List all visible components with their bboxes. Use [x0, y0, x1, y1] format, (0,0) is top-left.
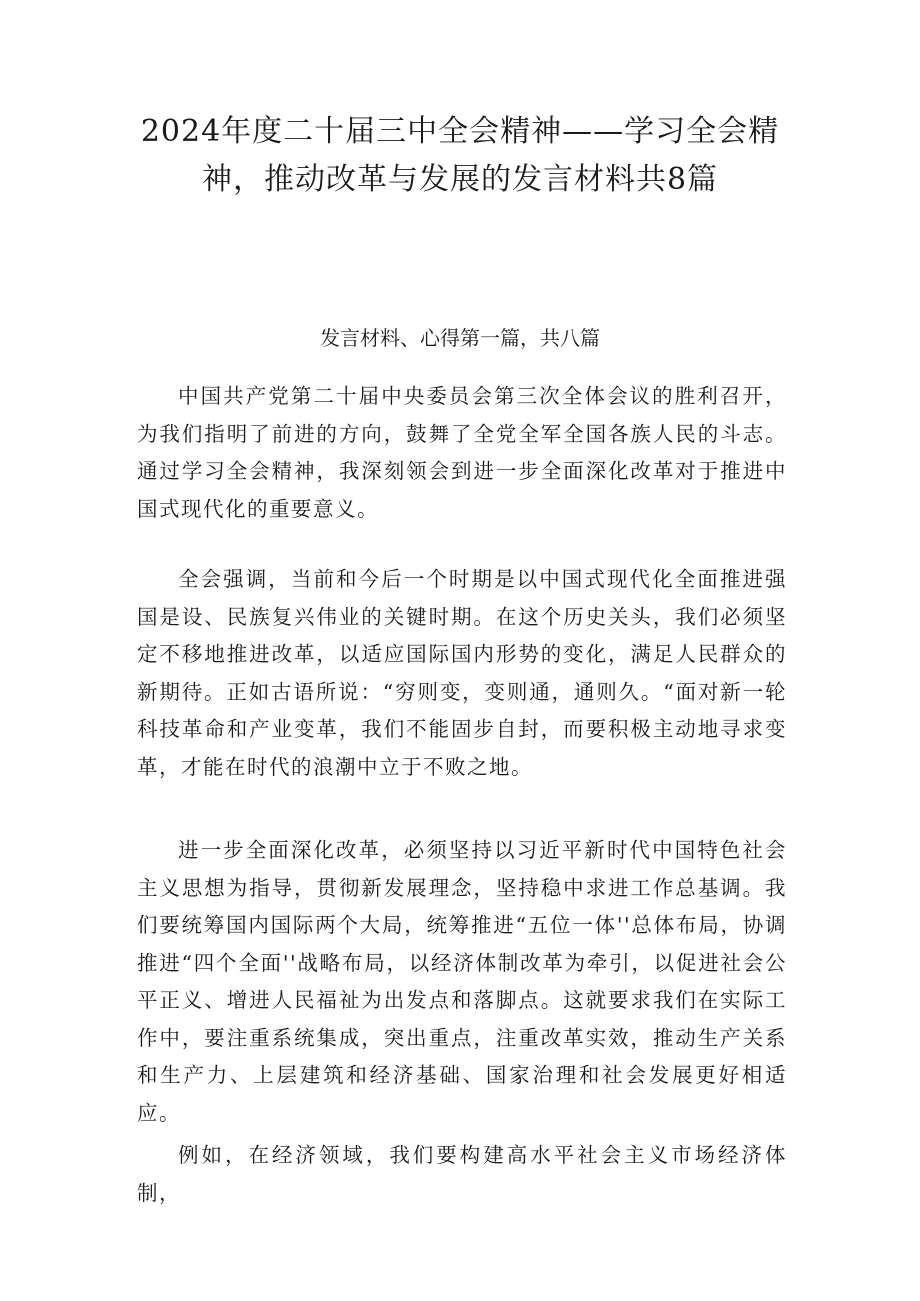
section-subtitle: 发言材料、心得第一篇，共八篇	[320, 326, 600, 350]
paragraph: 中国共产党第二十届中央委员会第三次全体会议的胜利召开，为我们指明了前进的方向，鼓舞了全党全军全国各族人民的斗志。通过学习全会精神，我深刻领会到进一步全面深化改革对于推进中国式现代化的重要意义。	[137, 384, 787, 521]
paragraph: 全会强调，当前和今后一个时期是以中国式现代化全面推进强国是设、民族复兴伟业的关键时期。在这个历史关头，我们必须坚定不移地推进改革，以适应国际国内形势的变化，满足人民群众的新期待。正如古语所说：“穷则变，变则通，通则久。“面对新一轮科技革命和产业变革，我们不能固步自封，而要积极主动地寻求变革，才能在时代的浪潮中立于不败之地。	[137, 567, 787, 779]
paragraph: 例如，在经济领域，我们要构建高水平社会主义市场经济体制，	[137, 1143, 787, 1205]
document-title: 2024年度二十届三中全会精神——学习全会精神，推动改革与发展的发言材料共8篇	[140, 114, 780, 197]
paragraph: 进一步全面深化改革，必须坚持以习近平新时代中国特色社会主义思想为指导，贯彻新发展理念，坚持稳中求进工作总基调。我们要统筹国内国际两个大局，统筹推进“五位一体''总体布局，协调推进“四个全面''战略布局，以经济体制改革为牵引，以促进社会公平正义、增进人民福祉为出发点和落脚点。这就要求我们在实际工作中，要注重系统集成，突出重点，注重改革实效，推动生产关系和生产力、上层建筑和经济基础、国家治理和社会发展更好相适应。	[137, 838, 787, 1125]
